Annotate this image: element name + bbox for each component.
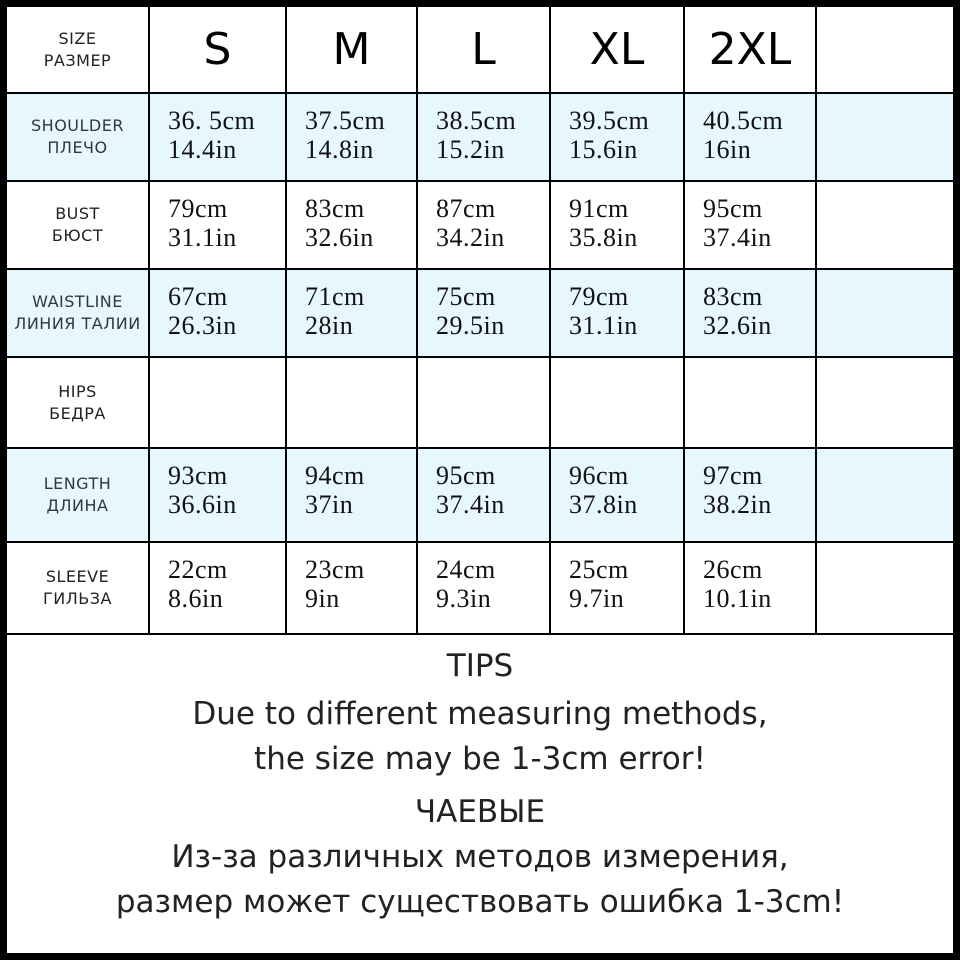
value-cm: 79cm xyxy=(168,194,228,223)
cell-shoulder-l xyxy=(417,93,550,181)
value-in: 8.6in xyxy=(168,584,224,613)
cell-length-m xyxy=(286,448,417,542)
cell-shoulder-s xyxy=(149,93,286,181)
value-in: 36.6in xyxy=(168,490,237,519)
row-label-ru: ПЛЕЧО xyxy=(47,138,108,157)
value-cm: 67cm xyxy=(168,282,228,311)
cell-shoulder-2xl xyxy=(684,93,816,181)
value-in: 15.2in xyxy=(436,135,505,164)
value-in: 37.8in xyxy=(569,490,638,519)
size-xl: XL xyxy=(550,7,684,93)
cell-length-l xyxy=(417,448,550,542)
cell-hips-m xyxy=(286,357,417,448)
value-cm: 96cm xyxy=(569,461,629,490)
value-cm: 83cm xyxy=(703,282,763,311)
value-in: 9in xyxy=(305,584,340,613)
cell-waistline-s xyxy=(149,269,286,357)
row-label-en: BUST xyxy=(55,204,100,223)
cell-hips-l xyxy=(417,357,550,448)
value-in: 31.1in xyxy=(569,311,638,340)
value-in: 31.1in xyxy=(168,223,237,252)
cell-bust-2xl xyxy=(684,181,816,269)
row-label-en: HIPS xyxy=(58,381,97,401)
value-cm: 26cm xyxy=(703,555,763,584)
value-cm: 95cm xyxy=(436,461,496,490)
value-in: 28in xyxy=(305,311,354,340)
value-in: 34.2in xyxy=(436,223,505,252)
tips-title-en: TIPS xyxy=(446,648,514,684)
tips-line2-ru: размер может существовать ошибка 1-3cm! xyxy=(115,884,845,920)
row-waistline xyxy=(7,269,953,357)
cell-sleeve-l xyxy=(417,542,550,634)
row-length xyxy=(7,448,953,542)
row-label-bust xyxy=(7,181,149,269)
value-in: 9.3in xyxy=(436,584,492,613)
cell-sleeve-2xl xyxy=(684,542,816,634)
row-label-ru: ЛИНИЯ ТАЛИИ xyxy=(14,314,141,333)
cell-hips-extra xyxy=(816,357,953,448)
size-header-row xyxy=(7,7,953,93)
size-label-ru: РАЗМЕР xyxy=(43,50,112,70)
tips-line1-en: Due to different measuring methods, xyxy=(192,696,768,732)
row-shoulder xyxy=(7,93,953,181)
size-label-en: SIZE xyxy=(58,28,97,48)
value-cm: 87cm xyxy=(436,194,496,223)
cell-bust-s xyxy=(149,181,286,269)
value-in: 35.8in xyxy=(569,223,638,252)
value-in: 37.4in xyxy=(703,223,772,252)
cell-waistline-l xyxy=(417,269,550,357)
cell-shoulder-m xyxy=(286,93,417,181)
value-cm: 22cm xyxy=(168,555,228,584)
cell-sleeve-s xyxy=(149,542,286,634)
cell-length-s xyxy=(149,448,286,542)
cell-length-xl xyxy=(550,448,684,542)
cell-shoulder-xl xyxy=(550,93,684,181)
value-cm: 83cm xyxy=(305,194,365,223)
value-cm: 75cm xyxy=(436,282,496,311)
value-in: 16in xyxy=(703,135,752,164)
cell-bust-xl xyxy=(550,181,684,269)
value-in: 29.5in xyxy=(436,311,505,340)
value-in: 14.8in xyxy=(305,135,374,164)
row-label-ru: БЮСТ xyxy=(51,226,104,245)
value-in: 37in xyxy=(305,490,354,519)
value-in: 14.4in xyxy=(168,135,237,164)
tips-title-ru: ЧАЕВЫЕ xyxy=(414,794,546,830)
size-header-label xyxy=(7,7,149,93)
row-sleeve xyxy=(7,542,953,634)
row-hips xyxy=(7,357,953,448)
value-in: 10.1in xyxy=(703,584,772,613)
value-in: 9.7in xyxy=(569,584,625,613)
cell-bust-m xyxy=(286,181,417,269)
value-cm: 94cm xyxy=(305,461,365,490)
value-cm: 95cm xyxy=(703,194,763,223)
value-cm: 23cm xyxy=(305,555,365,584)
cell-shoulder-extra xyxy=(816,93,953,181)
row-label-shoulder xyxy=(7,93,149,181)
cell-sleeve-m xyxy=(286,542,417,634)
size-l: L xyxy=(417,7,550,93)
value-in: 15.6in xyxy=(569,135,638,164)
value-in: 26.3in xyxy=(168,311,237,340)
tips-line1-ru: Из-за различных методов измерения, xyxy=(171,839,789,875)
tips-section xyxy=(7,640,953,953)
cell-bust-l xyxy=(417,181,550,269)
row-label-waistline xyxy=(7,269,149,357)
row-label-en: WAISTLINE xyxy=(32,292,123,311)
tips-line2-en: the size may be 1-3cm error! xyxy=(254,741,706,777)
row-label-en: SLEEVE xyxy=(45,567,110,586)
value-cm: 79cm xyxy=(569,282,629,311)
cell-waistline-extra xyxy=(816,269,953,357)
value-in: 32.6in xyxy=(305,223,374,252)
row-label-en: SHOULDER xyxy=(31,116,124,135)
size-m: M xyxy=(286,7,417,93)
cell-waistline-2xl xyxy=(684,269,816,357)
cell-hips-xl xyxy=(550,357,684,448)
row-label-ru: ГИЛЬЗА xyxy=(43,589,112,608)
value-cm: 37.5cm xyxy=(305,106,386,135)
size-chart-table xyxy=(7,7,953,635)
value-cm: 91cm xyxy=(569,194,629,223)
value-cm: 71cm xyxy=(305,282,365,311)
value-cm: 24cm xyxy=(436,555,496,584)
value-in: 37.4in xyxy=(436,490,505,519)
row-bust xyxy=(7,181,953,269)
cell-length-2xl xyxy=(684,448,816,542)
cell-sleeve-extra xyxy=(816,542,953,634)
row-label-hips xyxy=(7,357,149,448)
cell-bust-extra xyxy=(816,181,953,269)
row-label-en: LENGTH xyxy=(43,474,112,493)
size-s: S xyxy=(149,7,286,93)
cell-hips-s xyxy=(149,357,286,448)
row-label-length xyxy=(7,448,149,542)
value-cm: 40.5cm xyxy=(703,106,784,135)
value-cm: 38.5cm xyxy=(436,106,517,135)
value-in: 32.6in xyxy=(703,311,772,340)
cell-hips-2xl xyxy=(684,357,816,448)
value-cm: 25cm xyxy=(569,555,629,584)
cell-length-extra xyxy=(816,448,953,542)
row-label-ru: ДЛИНА xyxy=(46,496,109,515)
value-cm: 36. 5cm xyxy=(168,106,256,135)
value-cm: 39.5cm xyxy=(569,106,650,135)
value-in: 38.2in xyxy=(703,490,772,519)
row-label-sleeve xyxy=(7,542,149,634)
cell-waistline-xl xyxy=(550,269,684,357)
size-empty xyxy=(816,7,953,93)
cell-waistline-m xyxy=(286,269,417,357)
size-2xl: 2XL xyxy=(684,7,816,93)
row-label-ru: БЕДРА xyxy=(49,403,106,423)
cell-sleeve-xl xyxy=(550,542,684,634)
value-cm: 93cm xyxy=(168,461,228,490)
value-cm: 97cm xyxy=(703,461,763,490)
